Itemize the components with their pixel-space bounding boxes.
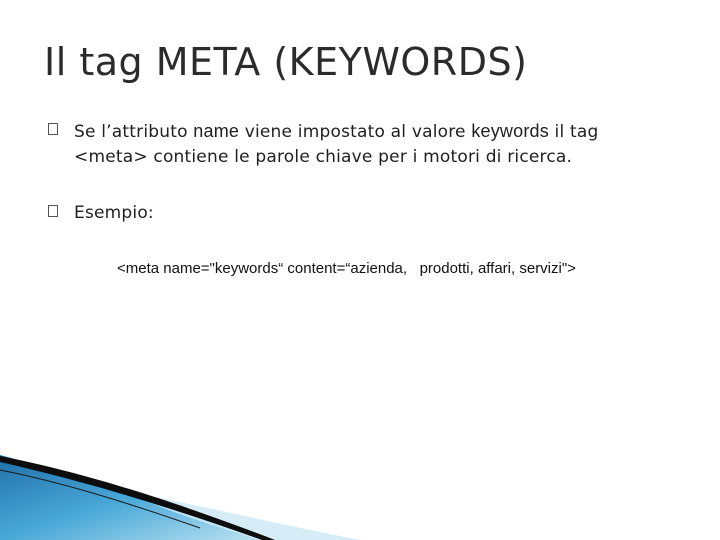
- bullet-box-icon: [48, 123, 58, 135]
- example-code: <meta name="keywords“ content=“azienda, prodotti, affari, servizi">: [117, 260, 576, 277]
- bullet-text-rest: il tag <meta> contiene le parole chiave per i motori di ricerca.: [74, 122, 599, 167]
- bullet-text-mid: viene impostato al valore: [239, 122, 472, 142]
- keyword-name: name: [193, 121, 240, 141]
- keyword-keywords: keywords: [471, 121, 549, 141]
- slide-title: Il tag META (KEYWORDS): [44, 40, 528, 84]
- bullet-text-example: Esempio:: [74, 203, 154, 223]
- bullet-box-icon: [48, 205, 58, 217]
- bullet-text-intro: Se l’attributo: [74, 122, 194, 142]
- bullet-text: [74, 119, 674, 170]
